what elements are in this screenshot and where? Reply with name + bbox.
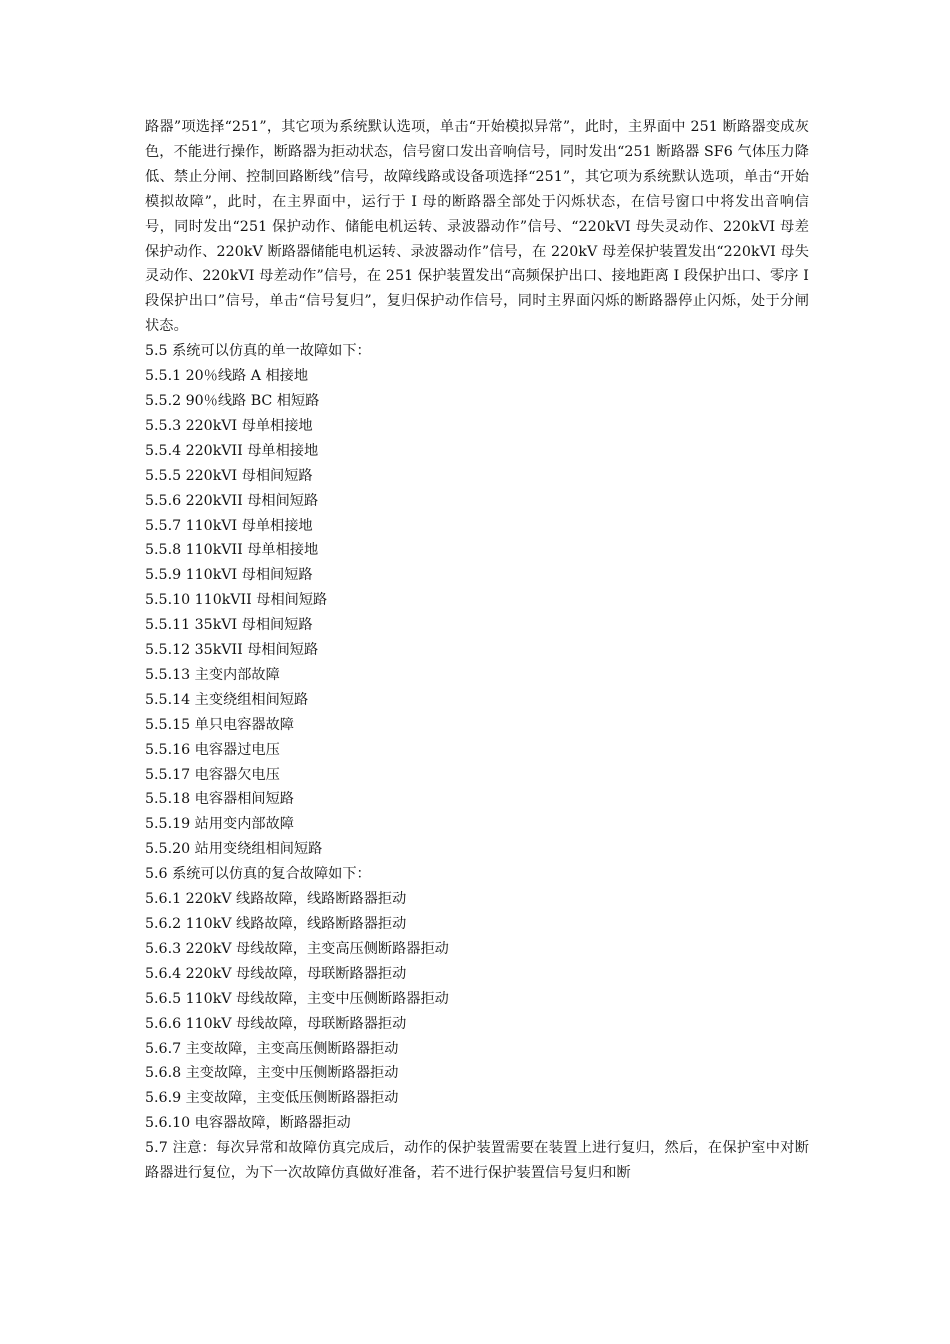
list-item: 5.6.3 220kV 母线故障，主变高压侧断路器拒动 [145, 940, 449, 957]
list-item: 5.6.4 220kV 母线故障，母联断路器拒动 [145, 965, 407, 982]
list-item: 5.5.19 站用变内部故障 [145, 816, 294, 833]
intro-paragraph: 路器”项选择“251”，其它项为系统默认选项，单击“开始模拟异常”，此时，主界面中 251 断路器变成灰色，不能进行操作，断路器为拒动状态，信号窗口发出音响信号，同时发出“251 断路器 SF6 气体压力降低、禁止分闸、控制回路断线”信号，故障线路或设备项选择“251”，其它项为系统默认选项，单击“开始模拟故障”，此时，在主界面中，运行于 I 母的断路器全部处于闪烁状态，在信号窗口中将发出音响信号，同时发出“251 保护动作、储能电机运转、录波器动作”信号、“220kVI 母失灵动作、220kVI 母差保护动作、220kV 断路器储能电机运转、录波器动作”信号，在 220kV 母差保护装置发出“220kVI 母失灵动作、220kVI 母差动作”信号，在 251 保护装置发出“高频保护出口、接地距离 I 段保护出口、零序 I 段保护出口”信号，单击“信号复归”，复归保护动作信号，同时主界面闪烁的断路器停止闪烁，处于分闸状态。 [145, 119, 809, 335]
list-item: 5.5.17 电容器欠电压 [145, 766, 280, 783]
list-item: 5.5.13 主变内部故障 [145, 666, 280, 683]
list-item: 5.5.4 220kVII 母单相接地 [145, 442, 319, 459]
list-item: 5.6.1 220kV 线路故障，线路断路器拒动 [145, 891, 407, 908]
list-item: 5.6.7 主变故障，主变高压侧断路器拒动 [145, 1040, 399, 1057]
section-5-5-heading: 5.5 系统可以仿真的单一故障如下： [145, 343, 371, 360]
list-item: 5.5.2 90％线路 BC 相短路 [145, 392, 320, 409]
note-paragraph: 5.7 注意：每次异常和故障仿真完成后，动作的保护装置需要在装置上进行复归，然后，在保护室中对断路器进行复位，为下一次故障仿真做好准备，若不进行保护装置信号复归和断 [145, 1140, 809, 1182]
list-item: 5.5.8 110kVII 母单相接地 [145, 542, 319, 559]
list-item: 5.5.11 35kVI 母相间短路 [145, 617, 313, 634]
list-item: 5.5.5 220kVI 母相间短路 [145, 467, 313, 484]
document-page [145, 115, 809, 1186]
list-item: 5.5.18 电容器相间短路 [145, 791, 294, 808]
list-item: 5.6.8 主变故障，主变中压侧断路器拒动 [145, 1065, 399, 1082]
list-item: 5.6.5 110kV 母线故障，主变中压侧断路器拒动 [145, 990, 449, 1007]
list-item: 5.5.1 20％线路 A 相接地 [145, 368, 309, 385]
list-item: 5.5.9 110kVI 母相间短路 [145, 567, 313, 584]
list-item: 5.5.15 单只电容器故障 [145, 716, 294, 733]
list-item: 5.5.10 110kVII 母相间短路 [145, 592, 328, 609]
list-item: 5.6.10 电容器故障，断路器拒动 [145, 1115, 351, 1132]
list-item: 5.6.2 110kV 线路故障，线路断路器拒动 [145, 916, 407, 932]
list-item: 5.5.14 主变绕组相间短路 [145, 691, 309, 708]
section-5-6-heading: 5.6 系统可以仿真的复合故障如下： [145, 866, 371, 883]
list-item: 5.5.3 220kVI 母单相接地 [145, 417, 313, 434]
list-item: 5.5.12 35kVII 母相间短路 [145, 642, 319, 659]
list-item: 5.6.6 110kV 母线故障，母联断路器拒动 [145, 1015, 407, 1032]
list-item: 5.5.6 220kVII 母相间短路 [145, 492, 319, 509]
list-item: 5.5.7 110kVI 母单相接地 [145, 517, 313, 534]
list-item: 5.5.16 电容器过电压 [145, 741, 280, 758]
list-item: 5.5.20 站用变绕组相间短路 [145, 841, 323, 858]
compound-fault-list [145, 887, 809, 1136]
list-item: 5.6.9 主变故障，主变低压侧断路器拒动 [145, 1090, 399, 1107]
single-fault-list [145, 364, 809, 862]
